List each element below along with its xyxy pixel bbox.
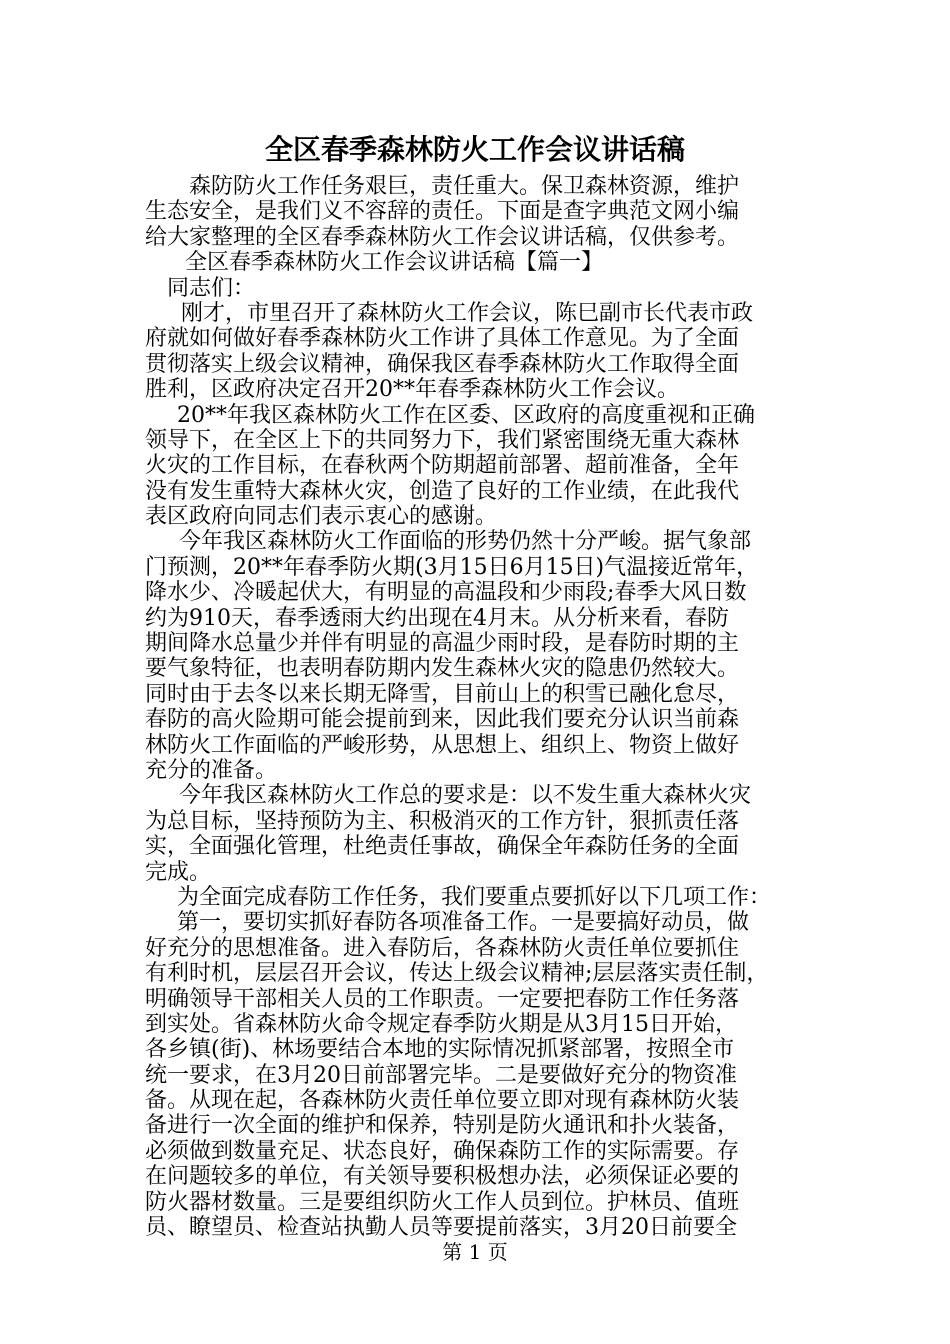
text-line: 充分的准备。 <box>145 757 278 783</box>
text-line: 必须做到数量充足、状态良好，确保森防工作的实际需要。存 <box>145 1138 740 1164</box>
text-line: 降水少、冷暖起伏大，有明显的高温段和少雨段;春季大风日数 <box>145 580 747 606</box>
text-line: 生态安全，是我们义不容辞的责任。下面是查字典范文网小编 <box>145 199 740 225</box>
text-line: 备进行一次全面的维护和保养，特别是防火通讯和扑火装备， <box>145 1113 740 1139</box>
text-line: 备。从现在起，各森林防火责任单位要立即对现有森林防火装 <box>145 1088 740 1114</box>
text-line: 实，全面强化管理，杜绝责任事故，确保全年森防任务的全面 <box>145 834 740 860</box>
page-number: 第 1 页 <box>442 1240 508 1264</box>
text-line: 期间降水总量少并伴有明显的高温少雨时段，是春防时期的主 <box>145 631 740 657</box>
text-line: 第一，要切实抓好春防各项准备工作。一是要搞好动员，做 <box>177 910 750 936</box>
text-line: 今年我区森林防火工作总的要求是：以不发生重大森林火灾 <box>179 783 752 809</box>
text-line: 表区政府向同志们表示衷心的感谢。 <box>145 504 498 530</box>
document-body <box>145 174 805 1240</box>
text-line: 胜利，区政府决定召开20**年春季森林防火工作会议。 <box>145 377 679 403</box>
text-line: 完成。 <box>145 859 212 885</box>
text-line: 要气象特征，也表明春防期内发生森林火灾的隐患仍然较大。 <box>145 656 740 682</box>
text-line: 没有发生重特大森林火灾，创造了良好的工作业绩，在此我代 <box>145 478 740 504</box>
text-line: 刚才，市里召开了森林防火工作会议，陈巳副市长代表市政 <box>181 300 754 326</box>
text-line: 约为910天，春季透雨大约出现在4月末。从分析来看，春防 <box>145 605 729 631</box>
text-line: 员、瞭望员、检查站执勤人员等要提前落实，3月20日前要全 <box>145 1215 737 1241</box>
text-line: 统一要求，在3月20日前部署完毕。二是要做好充分的物资准 <box>145 1062 737 1088</box>
text-line: 府就如何做好春季森林防火工作讲了具体工作意见。为了全面 <box>145 326 740 352</box>
text-line: 森防防火工作任务艰巨，责任重大。保卫森林资源，维护 <box>189 174 740 199</box>
text-line: 明确领导干部相关人员的工作职责。一定要把春防工作任务落 <box>145 986 740 1012</box>
text-line: 为总目标，坚持预防为主、积极消灭的工作方针，狠抓责任落 <box>145 808 740 834</box>
text-line: 春防的高火险期可能会提前到来，因此我们要充分认识当前森 <box>145 707 740 733</box>
salutation: 同志们： <box>167 275 256 301</box>
text-line: 同时由于去冬以来长期无降雪，目前山上的积雪已融化怠尽， <box>145 681 740 707</box>
text-line: 好充分的思想准备。进入春防后，各森林防火责任单位要抓住 <box>145 935 740 961</box>
section-heading: 全区春季森林防火工作会议讲话稿【篇一】 <box>185 250 604 276</box>
text-line: 各乡镇(街)、林场要结合本地的实际情况抓紧部署，按照全市 <box>145 1037 735 1063</box>
text-line: 在问题较多的单位，有关领导要积极想办法，必须保证必要的 <box>145 1164 740 1190</box>
text-line: 领导下，在全区上下的共同努力下，我们紧密围绕无重大森林 <box>145 427 740 453</box>
text-line: 火灾的工作目标，在春秋两个防期超前部署、超前准备，全年 <box>145 453 740 479</box>
text-line: 20**年我区森林防火工作在区委、区政府的高度重视和正确 <box>177 402 755 428</box>
text-line: 到实处。省森林防火命令规定春季防火期是从3月15日开始， <box>145 1011 737 1037</box>
text-line: 贯彻落实上级会议精神，确保我区春季森林防火工作取得全面 <box>145 351 740 377</box>
text-line: 门预测，20**年春季防火期(3月15日6月15日)气温接近常年， <box>145 554 759 580</box>
text-line: 防火器材数量。三是要组织防火工作人员到位。护林员、值班 <box>145 1189 740 1215</box>
document-title: 全区春季森林防火工作会议讲话稿 <box>264 133 685 166</box>
text-line: 林防火工作面临的严峻形势，从思想上、组织上、物资上做好 <box>145 732 740 758</box>
text-line: 为全面完成春防工作任务，我们要重点要抓好以下几项工作： <box>177 884 772 910</box>
text-line: 给大家整理的全区春季森林防火工作会议讲话稿，仅供参考。 <box>145 224 740 250</box>
text-line: 今年我区森林防火工作面临的形势仍然十分严峻。据气象部 <box>179 529 752 555</box>
text-line: 有利时机，层层召开会议，传达上级会议精神;层层落实责任制， <box>145 961 769 987</box>
